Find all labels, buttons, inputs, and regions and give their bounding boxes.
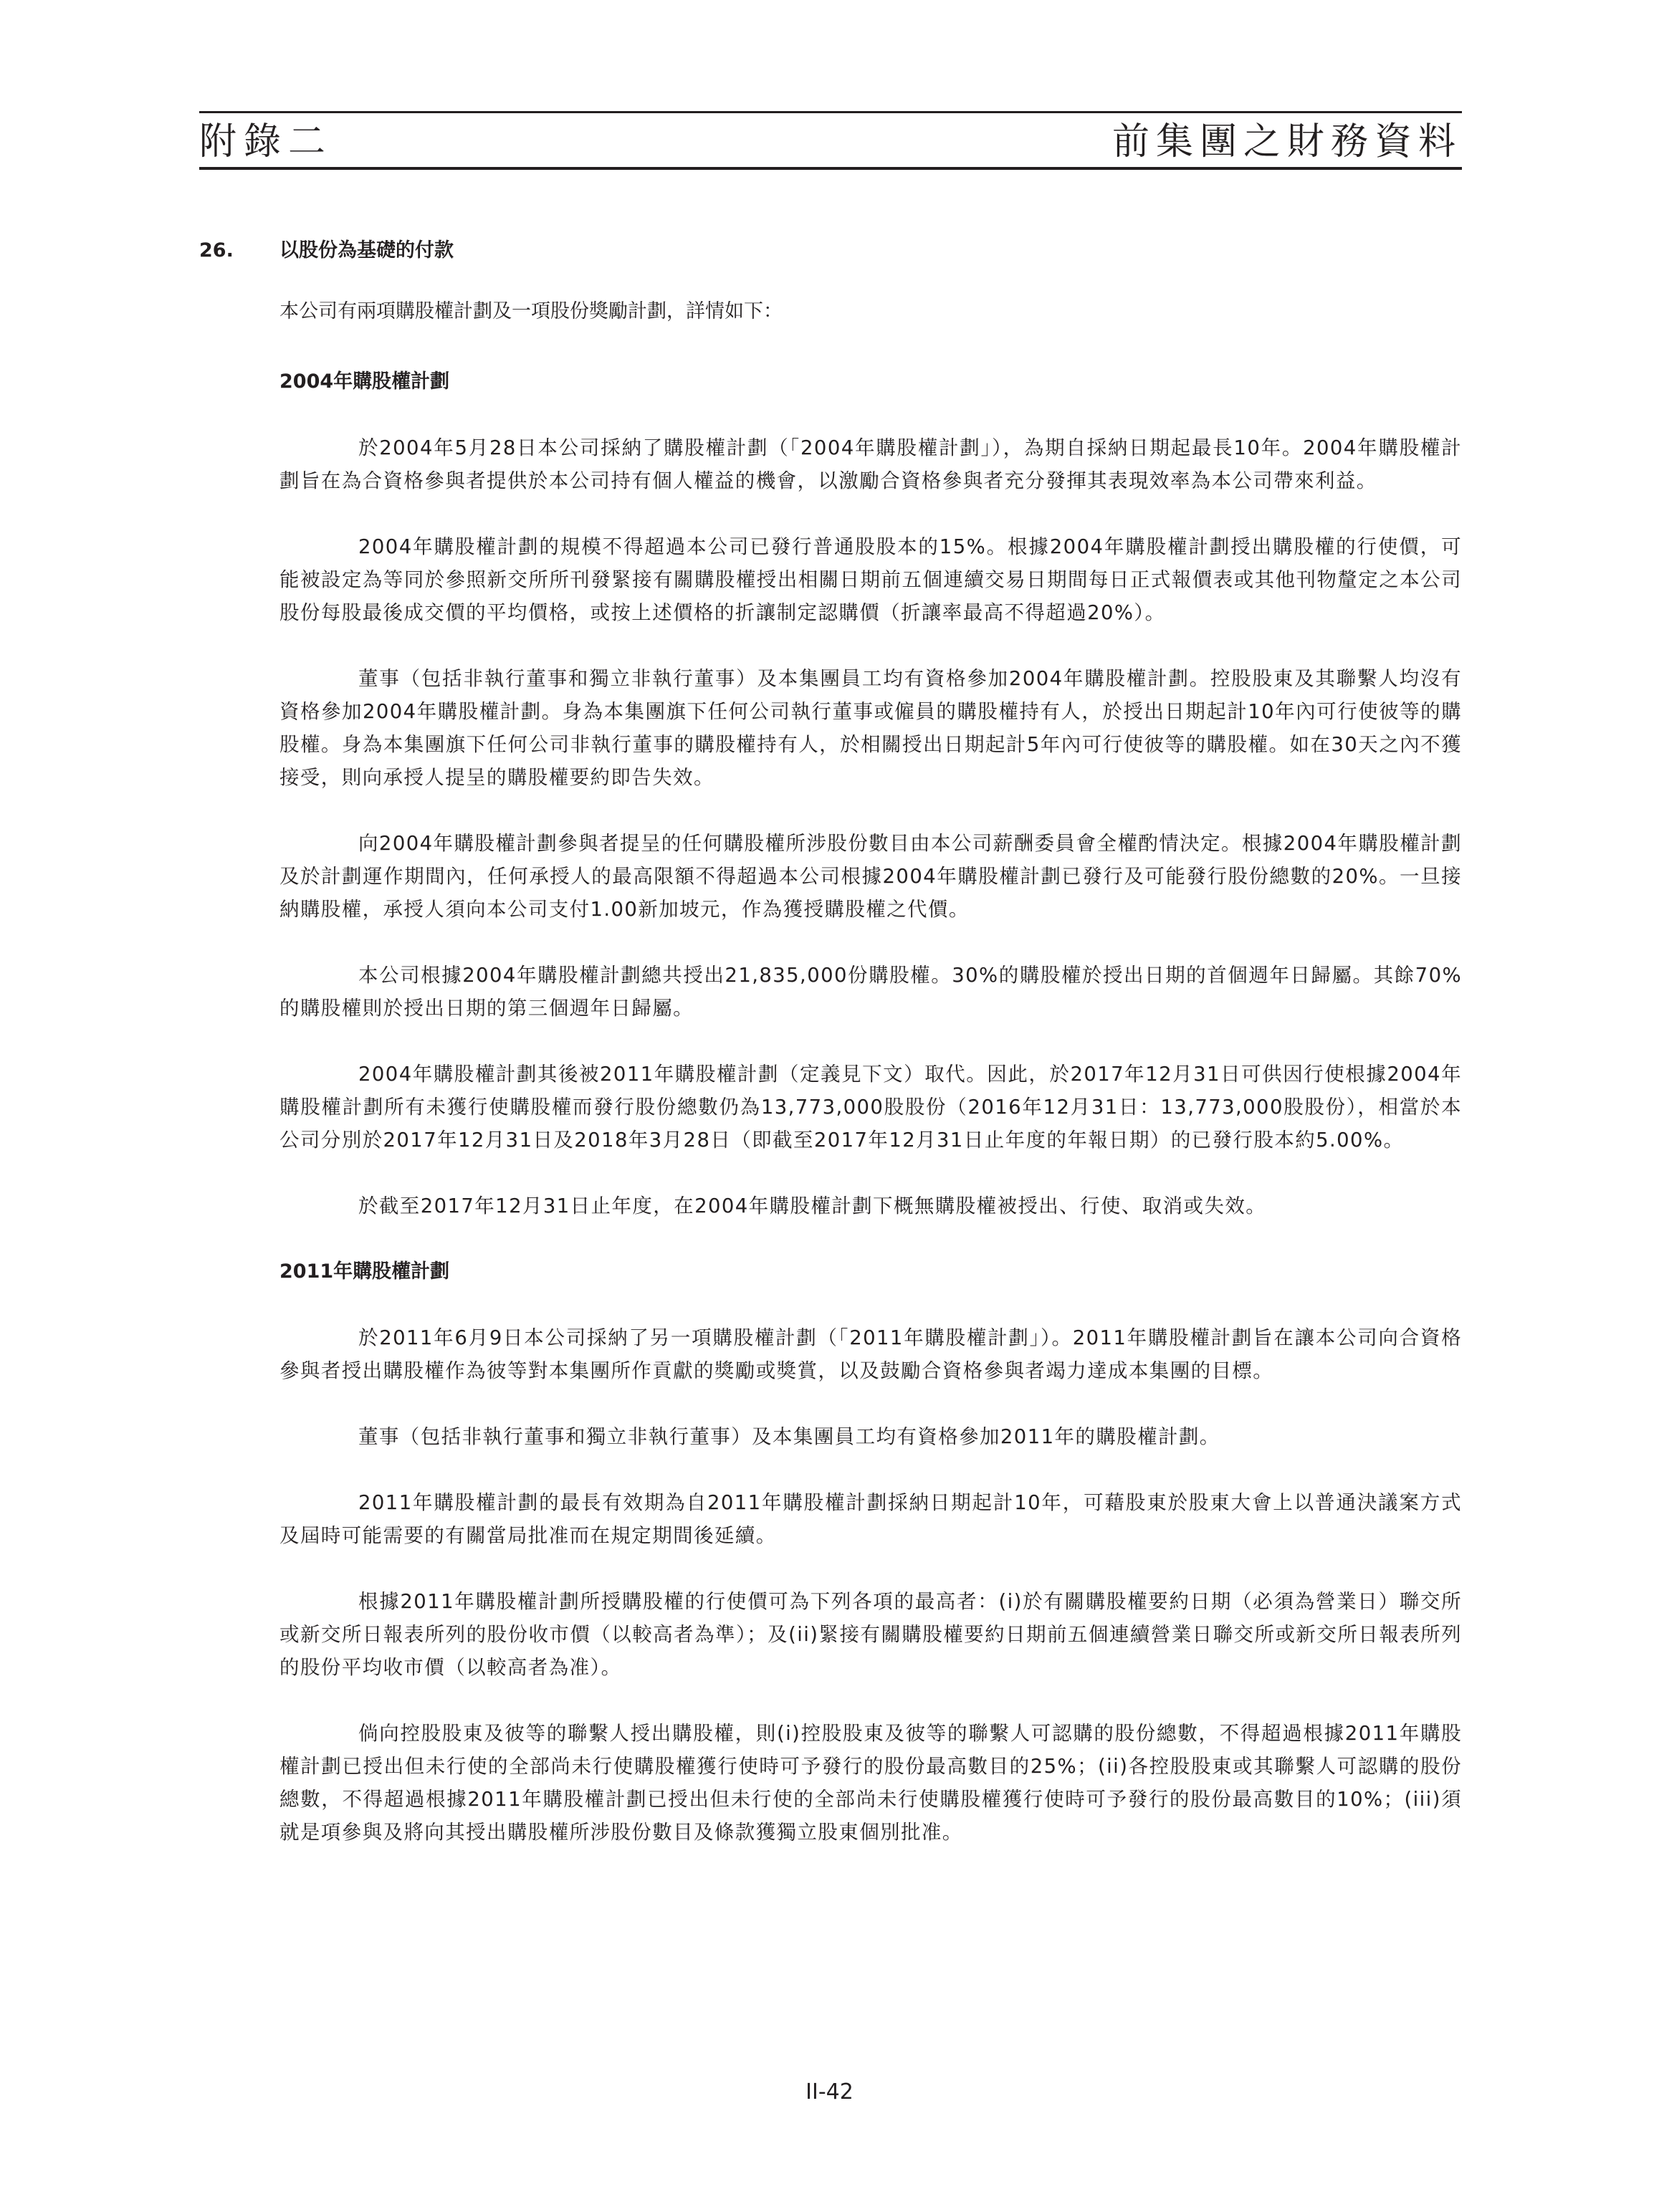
- page-number: II-42: [805, 2079, 854, 2105]
- paragraph: 董事（包括非執行董事和獨立非執行董事）及本集團員工均有資格參加2011年的購股權計劃。: [358, 1425, 1220, 1448]
- section-title: 以股份為基礎的付款: [279, 239, 454, 262]
- paragraph: 董事（包括非執行董事和獨立非執行董事）及本集團員工均有資格參加2004年購股權計劃。控股股東及其聯繫人均沒有資格參加2004年購股權計劃。身為本集團旗下任何公司執行董事或僱員的購股權持有人，於授出日期起計10年內可行使彼等的購股權。身為本集團旗下任何公司非執行董事的購股權持有人，於相關授出日期起計5年內可行使彼等的購股權。如在30天之內不獲接受，則向承授人提呈的購股權要約即告失效。: [279, 667, 1462, 789]
- subheading-2004-scheme: 2004年購股權計劃: [279, 370, 450, 393]
- section-header-title: 前集團之財務資料: [1111, 120, 1462, 163]
- document-body: [279, 295, 1462, 1882]
- subheading-2011-scheme: 2011年購股權計劃: [279, 1260, 450, 1283]
- paragraph: 2004年購股權計劃的規模不得超過本公司已發行普通股股本的15%。根據2004年購股權計劃授出購股權的行使價，可能被設定為等同於參照新交所所刊發緊接有關購股權授出相關日期前五個連續交易日期間每日正式報價表或其他刊物釐定之本公司股份每股最後成交價的平均價格，或按上述價格的折讓制定認購價（折讓率最高不得超過20%）。: [279, 535, 1462, 624]
- page-header: [199, 107, 1462, 165]
- paragraph: 於截至2017年12月31日止年度，在2004年購股權計劃下概無購股權被授出、行使、取消或失效。: [358, 1194, 1267, 1217]
- paragraph: 於2004年5月28日本公司採納了購股權計劃（「2004年購股權計劃」），為期自採納日期起最長10年。2004年購股權計劃旨在為合資格參與者提供於本公司持有個人權益的機會，以激勵合資格參與者充分發揮其表現效率為本公司帶來利益。: [279, 436, 1462, 492]
- paragraph: 2004年購股權計劃其後被2011年購股權計劃（定義見下文）取代。因此，於2017年12月31日可供因行使根據2004年購股權計劃所有未獲行使購股權而發行股份總數仍為13,773,000股股份（2016年12月31日：13,773,000股股份），相當於本公司分別於2017年12月31日及2018年3月28日（即截至2017年12月31日止年度的年報日期）的已發行股本約5.00%。: [279, 1063, 1462, 1152]
- header-rule-bottom: [199, 167, 1462, 170]
- paragraph: 倘向控股股東及彼等的聯繫人授出購股權，則(i)控股股東及彼等的聯繫人可認購的股份總數，不得超過根據2011年購股權計劃已授出但未行使的全部尚未行使購股權獲行使時可予發行的股份最高數目的25%；(ii)各控股股東或其聯繫人可認購的股份總數，不得超過根據2011年購股權計劃已授出但未行使的全部尚未行使購股權獲行使時可予發行的股份最高數目的10%；(iii)須就是項參與及將向其授出購股權所涉股份數目及條款獲獨立股東個別批准。: [279, 1722, 1462, 1844]
- paragraph: 根據2011年購股權計劃所授購股權的行使價可為下列各項的最高者：(i)於有關購股權要約日期（必須為營業日）聯交所或新交所日報表所列的股份收市價（以較高者為準）；及(ii)緊接有關購股權要約日期前五個連續營業日聯交所或新交所日報表所列的股份平均收市價（以較高者為准）。: [279, 1590, 1462, 1679]
- section-number: 26.: [199, 239, 234, 262]
- paragraph: 於2011年6月9日本公司採納了另一項購股權計劃（「2011年購股權計劃」）。2011年購股權計劃旨在讓本公司向合資格參與者授出購股權作為彼等對本集團所作貢獻的獎勵或獎賞，以及鼓勵合資格參與者竭力達成本集團的目標。: [279, 1326, 1462, 1382]
- paragraph: 2011年購股權計劃的最長有效期為自2011年購股權計劃採納日期起計10年，可藉股東於股東大會上以普通決議案方式及屆時可能需要的有關當局批准而在規定期間後延續。: [279, 1491, 1462, 1547]
- paragraph: 本公司根據2004年購股權計劃總共授出21,835,000份購股權。30%的購股權於授出日期的首個週年日歸屬。其餘70%的購股權則於授出日期的第三個週年日歸屬。: [279, 964, 1462, 1020]
- appendix-title: 附錄二: [199, 120, 333, 163]
- section-intro: 本公司有兩項購股權計劃及一項股份獎勵計劃，詳情如下：: [279, 300, 783, 322]
- paragraph: 向2004年購股權計劃參與者提呈的任何購股權所涉股份數目由本公司薪酬委員會全權酌情決定。根據2004年購股權計劃及於計劃運作期間內，任何承授人的最高限額不得超過本公司根據2004年購股權計劃已發行及可能發行股份總數的20%。一旦接納購股權，承授人須向本公司支付1.00新加坡元，作為獲授購股權之代價。: [279, 832, 1462, 921]
- header-rule-top: [199, 111, 1462, 113]
